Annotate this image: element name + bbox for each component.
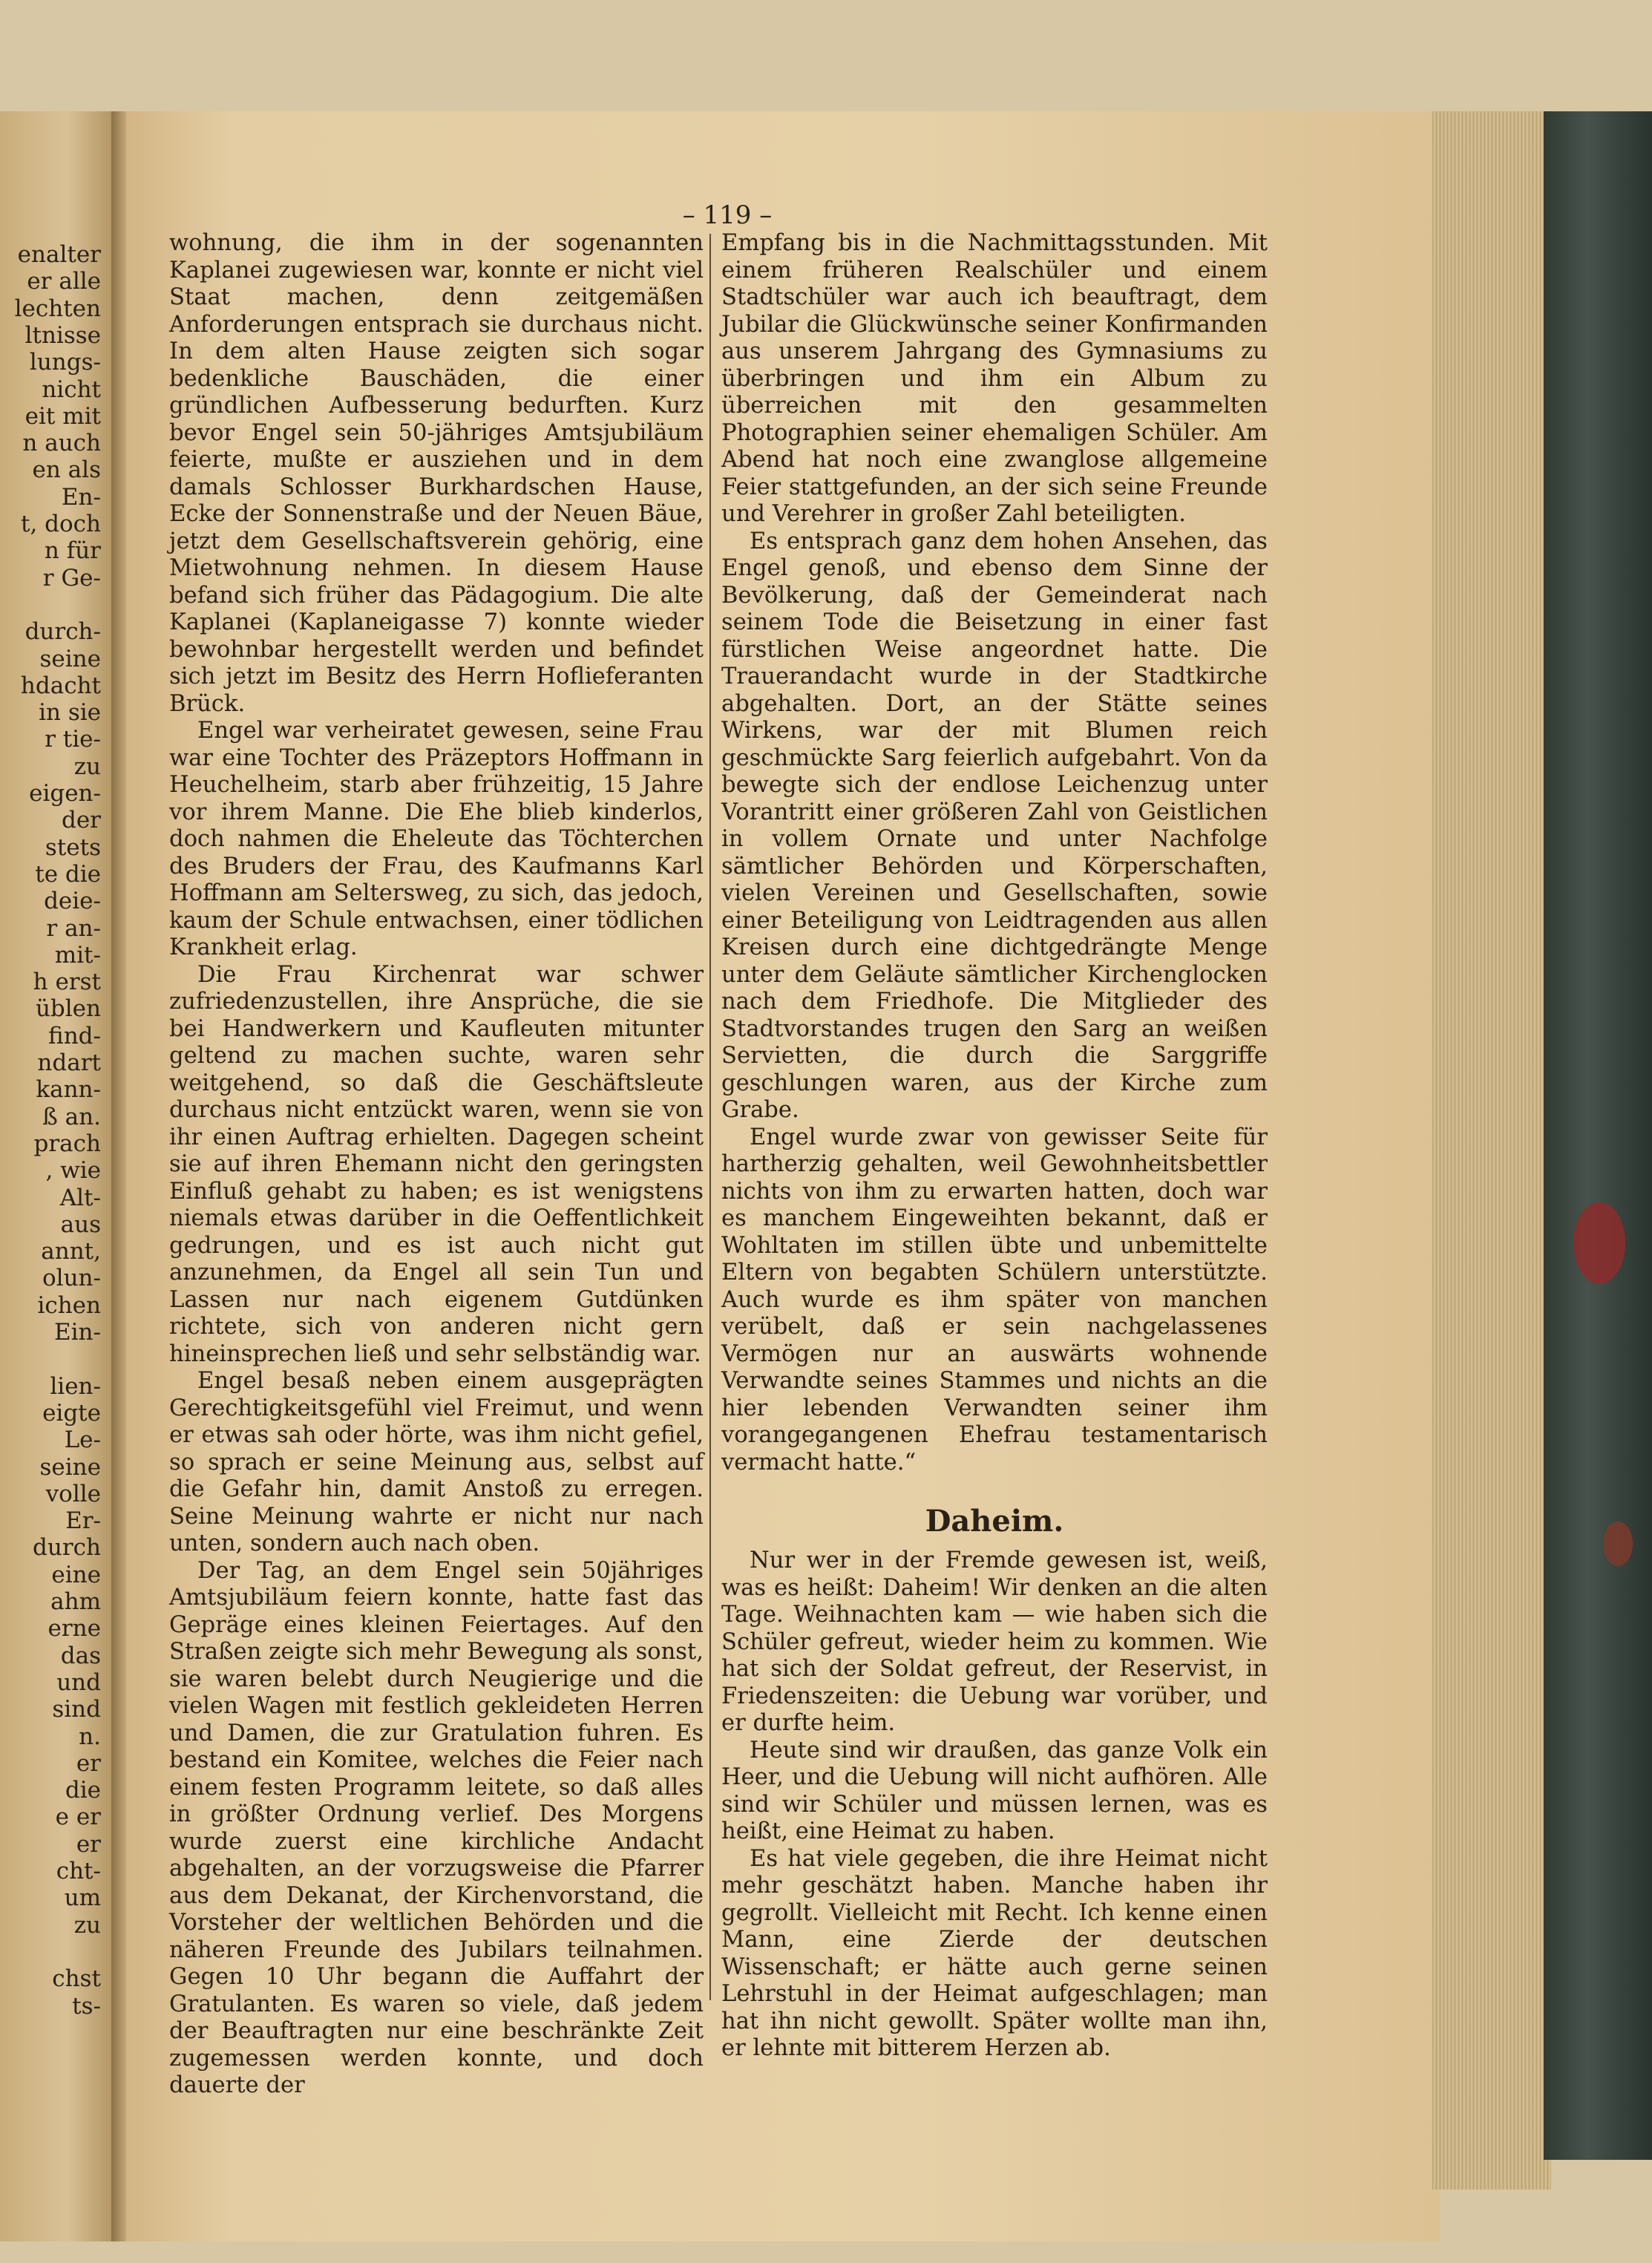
left-page-line-fragment: olun- bbox=[42, 1265, 101, 1292]
left-page-line-fragment: üblen bbox=[35, 995, 101, 1023]
left-page bbox=[0, 111, 111, 2241]
left-page-line-fragment: enalter bbox=[17, 241, 101, 268]
left-page-line-fragment: r Ge- bbox=[42, 564, 101, 592]
left-page-line-fragment: das bbox=[60, 1642, 101, 1669]
book-cover-edge bbox=[1544, 111, 1652, 2160]
left-page-line-fragment: , wie bbox=[45, 1157, 101, 1185]
left-page-line-fragment: annt, bbox=[41, 1238, 101, 1265]
left-page-line-fragment: n. bbox=[79, 1723, 101, 1750]
left-page-line-fragment: find- bbox=[48, 1022, 101, 1049]
page-edges bbox=[1432, 111, 1551, 2190]
page-number: – 119 – bbox=[682, 200, 773, 230]
left-page-line-fragment: r an- bbox=[46, 914, 101, 942]
left-page-line-fragment: Ein- bbox=[54, 1319, 101, 1346]
left-page-line-fragment: kann- bbox=[36, 1076, 101, 1104]
left-column bbox=[169, 230, 704, 2098]
paragraph: Es hat viele gegeben, die ihre Heimat nicht mehr geschätzt haben. Manche haben ihr gegrollt. Vielleicht mit Recht. Ich kenne einen Mann, eine Zierde der deutschen Wissenschaft; er hätte auch gerne seinen Lehrstuhl in der Heimat aufgeschlagen; man hat ihn nicht gewollt. Später wollte man ihn, er lehnte mit bitterem Herzen ab. bbox=[721, 1845, 1268, 2061]
left-page-line-fragment: prach bbox=[33, 1130, 101, 1157]
left-page-line-fragment: ts- bbox=[72, 1992, 101, 2020]
left-page-line-fragment: hdacht bbox=[20, 672, 101, 699]
left-page-line-fragment: Er- bbox=[65, 1507, 101, 1535]
left-page-line-fragment: er bbox=[76, 1830, 101, 1858]
left-page-line-fragment: chst bbox=[52, 1965, 101, 1993]
left-page-line-fragment: te die bbox=[35, 860, 101, 888]
left-page-line-fragment: ltnisse bbox=[24, 321, 101, 349]
cover-marbling bbox=[1573, 1202, 1625, 1284]
left-page-line-fragment: er bbox=[76, 1749, 101, 1777]
left-page-line-fragment: die bbox=[65, 1777, 101, 1804]
left-page-line-fragment: zu bbox=[73, 753, 101, 780]
paragraph: Engel wurde zwar von gewisser Seite für hartherzig gehalten, weil Gewohnheitsbettler nichts von ihm zu erwarten hatten, doch war es manchem Eingeweihten bekannt, daß er Wohltaten im stillen übte und unbemittelte Eltern von begabten Schülern unterstützte. Auch wurde es ihm später von manchen verübelt, daß er sein nachgelassenes Vermögen nur an auswärts wohnende Verwandte seines Stammes und nichts an die hier lebenden Verwandten seiner ihm vorangegangenen Ehefrau testamentarisch vermacht hatte.“ bbox=[721, 1124, 1268, 1476]
paragraph: Engel besaß neben einem ausgeprägten Gerechtigkeitsgefühl viel Freimut, und wenn er etwas sah oder hörte, was ihm nicht gefiel, so sprach er seine Meinung aus, selbst auf die Gefahr hin, damit Anstoß zu erregen. Seine Meinung wahrte er nicht nur nach unten, sondern auch nach oben. bbox=[169, 1368, 704, 1556]
left-page-line-fragment: en als bbox=[32, 456, 101, 484]
left-page-line-fragment: Alt- bbox=[59, 1184, 101, 1211]
left-page-line-fragment: r tie- bbox=[45, 726, 101, 753]
left-page-line-fragment: lungs- bbox=[29, 349, 101, 376]
left-page-line-fragment: aus bbox=[60, 1211, 101, 1238]
left-page-line-fragment: und bbox=[56, 1668, 101, 1696]
left-page-line-fragment: ß an. bbox=[42, 1103, 101, 1130]
paragraph: Empfang bis in die Nachmittagsstunden. Mit einem früheren Realschüler und einem Stadtschüler war auch ich beauftragt, dem Jubilar die Glückwünsche seiner Konfirmanden aus unserem Jahrgang des Gymnasiums zu überbringen und ihm ein Album zu überreichen mit den gesammelten Photographien seiner ehemaligen Schüler. Am Abend hat noch eine zwanglose allgemeine Feier stattgefunden, an der sich seine Freunde und Verehrer in großer Zahl beteiligten. bbox=[721, 230, 1268, 527]
left-page-line-fragment: lien- bbox=[50, 1372, 101, 1400]
left-page-line-fragment: eigte bbox=[42, 1399, 101, 1427]
left-page-line-fragment: n auch bbox=[22, 430, 101, 457]
section-heading: Daheim. bbox=[925, 1504, 1064, 1539]
paragraph: Der Tag, an dem Engel sein 50jähriges Amtsjubiläum feiern konnte, hatte fast das Gepräge eines kleinen Feiertages. Auf den Straßen zeigte sich mehr Bewegung als sonst, sie waren belebt durch Neugierige und die vielen Wagen mit festlich gekleideten Herren und Damen, die zur Gratulation fuhren. Es bestand ein Komitee, welches die Feier nach einem festen Programm leitete, so daß alles in größter Ordnung verlief. Des Morgens wurde zuerst eine kirchliche Andacht abgehalten, an der vorzugsweise die Pfarrer aus dem Dekanat, der Kirchenvorstand, die Vorsteher der weltlichen Behörden und die näheren Freunde des Jubilars teilnahmen. Gegen 10 Uhr begann die Auffahrt der Gratulanten. Es waren so viele, daß jedem der Beauftragten nur eine beschränkte Zeit zugemessen werden konnte, und doch dauerte der bbox=[169, 1557, 704, 2098]
paragraph: wohnung, die ihm in der sogenannten Kaplanei zugewiesen war, konnte er nicht viel Staat machen, denn zeitgemäßen Anforderungen entsprach sie durchaus nicht. In dem alten Hause zeigten sich sogar bedenkliche Bauschäden, die einer gründlichen Aufbesserung bedurften. Kurz bevor Engel sein 50-jähriges Amtsjubiläum feierte, mußte er ausziehen und in dem damals Schlosser Burkhardschen Hause, Ecke der Sonnenstraße und der Neuen Bäue, jetzt dem Gesellschaftsverein gehörig, eine Mietwohnung nehmen. In diesem Hause befand sich früher das Pädagogium. Die alte Kaplanei (Kaplaneigasse 7) konnte wieder bewohnbar hergestellt werden und befindet sich jetzt im Besitz des Herrn Hoflieferanten Brück. bbox=[169, 230, 704, 717]
paragraph: Nur wer in der Fremde gewesen ist, weiß, was es heißt: Daheim! Wir denken an die alten Tage. Weihnachten kam — wie haben sich die Schüler gefreut, wieder heim zu kommen. Wie hat sich der Soldat gefreut, der Reservist, in Friedenszeiten: die Uebung war vorüber, und er durfte heim. bbox=[721, 1548, 1268, 1736]
left-page-line-fragment: mit- bbox=[54, 941, 101, 969]
left-page-line-fragment: e er bbox=[55, 1804, 101, 1831]
left-page-line-fragment: eigen- bbox=[29, 780, 101, 807]
left-page-line-fragment: seine bbox=[39, 1453, 101, 1481]
left-page-line-fragment: t, doch bbox=[20, 511, 101, 537]
left-page-line-fragment: deie- bbox=[44, 888, 101, 915]
left-page-line-fragment: volle bbox=[45, 1480, 101, 1507]
left-page-line-fragment: durch- bbox=[24, 618, 101, 646]
left-page-line-fragment: h erst bbox=[33, 969, 101, 996]
left-page-line-fragment: lechten bbox=[14, 295, 101, 322]
cover-marbling bbox=[1603, 1522, 1633, 1566]
left-page-line-fragment: ahm bbox=[50, 1588, 101, 1615]
column-divider bbox=[709, 234, 711, 2000]
left-page-line-fragment: ichen bbox=[37, 1291, 101, 1319]
left-page-line-fragment: cht- bbox=[56, 1858, 101, 1884]
paragraph: Die Frau Kirchenrat war schwer zufriedenzustellen, ihre Ansprüche, die sie bei Handwerkern und Kaufleuten mitunter geltend zu machen suchte, waren sehr weitgehend, so daß die Geschäftsleute durchaus nicht entzückt waren, wenn sie von ihr einen Auftrag erhielten. Dagegen scheint sie auf ihren Ehemann nicht den geringsten Einfluß gehabt zu haben; es ist wenigstens niemals etwas darüber in die Oeffentlichkeit gedrungen, und es ist auch nicht gut anzunehmen, da Engel all sein Tun und Lassen nur nach eigenem Gutdünken richtete, sich von anderen nicht gern hineinsprechen ließ und sehr selbständig war. bbox=[169, 961, 704, 1367]
left-page-line-fragment: eit mit bbox=[24, 402, 101, 430]
paragraph: Heute sind wir draußen, das ganze Volk ein Heer, und die Uebung will nicht aufhören. Alle sind wir Schüler und müssen lernen, was es heißt, eine Heimat zu haben. bbox=[721, 1737, 1268, 1844]
left-page-line-fragment: erne bbox=[47, 1615, 101, 1643]
left-page-line-fragment: in sie bbox=[39, 699, 101, 727]
left-page-line-fragment: eine bbox=[51, 1561, 101, 1588]
paragraph: Es entsprach ganz dem hohen Ansehen, das Engel genoß, und ebenso dem Sinne der Bevölkerung, daß der Gemeinderat nach seinem Tode die Beisetzung in einer fast fürstlichen Weise angeordnet hatte. Die Trauerandacht wurde in der Stadtkirche abgehalten. Dort, an der Stätte seines Wirkens, war der mit Blumen reich geschmückte Sarg feierlich aufgebahrt. Von da bewegte sich der endlose Leichenzug unter Vorantritt einer größeren Zahl von Geistlichen in vollem Ornate und unter Nachfolge sämtlicher Behörden und Körperschaften, vielen Vereinen und Gesellschaften, sowie einer Beteiligung von Leidtragenden aus allen Kreisen durch eine dichtgedrängte Menge unter dem Geläute sämtlicher Kirchenglocken nach dem Friedhofe. Die Mitglieder des Stadtvorstandes trugen den Sarg an weißen Servietten, die durch die Sarggriffe geschlungen waren, aus der Kirche zum Grabe. bbox=[721, 528, 1268, 1123]
left-page-line-fragment: Le- bbox=[64, 1427, 101, 1454]
left-page-line-fragment: um bbox=[64, 1884, 101, 1912]
left-page-line-fragment: zu bbox=[73, 1911, 101, 1939]
left-page-line-fragment: er alle bbox=[27, 268, 101, 295]
left-page-line-fragment: nicht bbox=[42, 376, 101, 403]
left-page-line-fragment: ndart bbox=[37, 1049, 101, 1076]
left-page-line-fragment: sind bbox=[52, 1696, 101, 1723]
left-page-line-fragment: n für bbox=[44, 537, 101, 565]
right-column bbox=[721, 230, 1268, 2061]
left-page-line-fragment: En- bbox=[61, 483, 101, 511]
left-page-line-fragment: seine bbox=[39, 645, 101, 672]
left-page-line-fragment: stets bbox=[45, 834, 101, 861]
book-gutter bbox=[111, 111, 128, 2241]
paragraph: Engel war verheiratet gewesen, seine Frau war eine Tochter des Präzeptors Hoffmann in Heuchelheim, starb aber frühzeitig, 15 Jahre vor ihrem Manne. Die Ehe blieb kinderlos, doch nahmen die Eheleute das Töchterchen des Bruders der Frau, des Kaufmanns Karl Hoffmann am Seltersweg, zu sich, das jedoch, kaum der Schule entwachsen, einer tödlichen Krankheit erlag. bbox=[169, 718, 704, 960]
left-page-line-fragment: durch bbox=[33, 1534, 101, 1562]
left-page-line-fragment: der bbox=[61, 807, 101, 834]
